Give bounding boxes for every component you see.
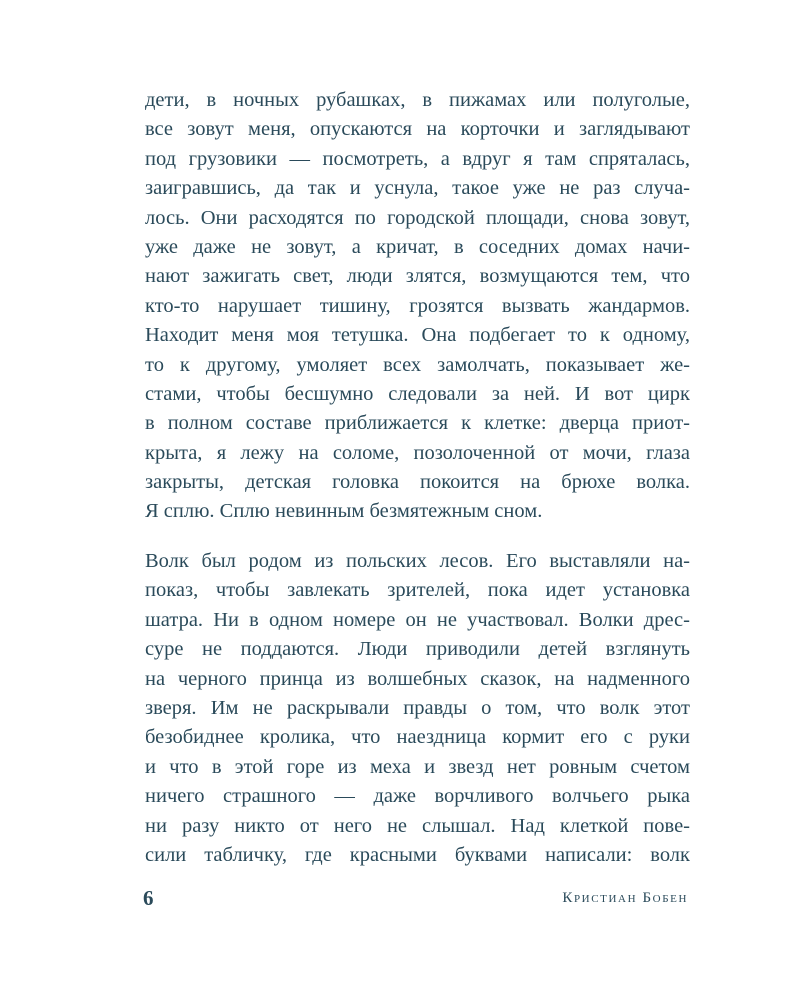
- text-line: суре не поддаются. Люди приводили детей взглянуть: [145, 638, 690, 661]
- text-line: то к другому, умоляет всех замолчать, показывает же-: [145, 353, 690, 376]
- text-line: кто-то нарушает тишину, грозятся вызвать жандармов.: [145, 294, 690, 317]
- text-line: заигравшись, да так и уснула, такое уже не раз случа-: [145, 177, 690, 200]
- text-line: закрыты, детская головка покоится на брюхе волка.: [145, 471, 690, 494]
- running-footer-author: Кристиан Бобен: [562, 890, 688, 906]
- text-line: нают зажигать свет, люди злятся, возмущаются тем, что: [145, 265, 690, 288]
- text-line: уже даже не зовут, а кричат, в соседних домах начи-: [145, 235, 690, 258]
- paragraph-1: [145, 86, 690, 527]
- text-line: Находит меня моя тетушка. Она подбегает то к одному,: [145, 324, 690, 347]
- text-line: крыта, я лежу на соломе, позолоченной от мочи, глаза: [145, 441, 690, 464]
- text-line: и что в этой горе из меха и звезд нет ровным счетом: [145, 755, 690, 778]
- text-line: сили табличку, где красными буквами написали: волк: [145, 843, 690, 866]
- text-line: на черного принца из волшебных сказок, на надменного: [145, 667, 690, 690]
- paragraph-2: [145, 547, 690, 870]
- text-line: ни разу никто от него не слышал. Над клеткой пове-: [145, 814, 690, 837]
- text-line: дети, в ночных рубашках, в пижамах или полуголые,: [145, 89, 690, 111]
- text-line: в полном составе приближается к клетке: дверца приот-: [145, 412, 690, 435]
- text-line: лось. Они расходятся по городской площади, снова зовут,: [145, 206, 690, 229]
- text-line: показ, чтобы завлекать зрителей, пока идет установка: [145, 579, 690, 602]
- page-number: 6: [143, 886, 154, 910]
- text-line: ничего страшного — даже ворчливого волчьего рыка: [145, 785, 690, 808]
- text-line: шатра. Ни в одном номере он не участвовал. Волки дрес-: [145, 608, 690, 631]
- text-line: Волк был родом из польских лесов. Его выставляли на-: [145, 550, 690, 572]
- text-line: все зовут меня, опускаются на корточки и заглядывают: [145, 118, 690, 141]
- text-line: зверя. Им не раскрывали правды о том, что волк этот: [145, 696, 690, 719]
- text-line: стами, чтобы бесшумно следовали за ней. И вот цирк: [145, 382, 690, 405]
- text-line: Я сплю. Сплю невинным безмятежным сном.: [145, 500, 543, 523]
- text-line: безобиднее кролика, что наездница кормит его с руки: [145, 726, 690, 749]
- text-line: под грузовики — посмотреть, а вдруг я там спряталась,: [145, 147, 690, 170]
